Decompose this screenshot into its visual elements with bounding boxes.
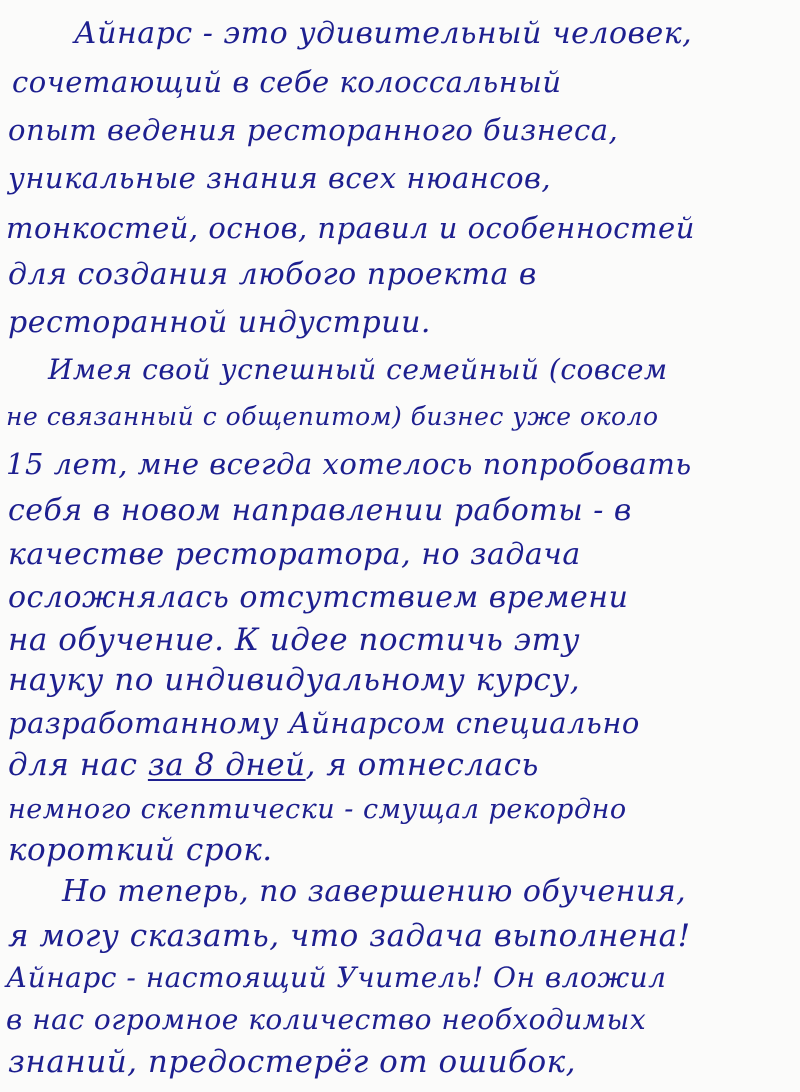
text-line-20: Но теперь, по завершению обучения, — [62, 874, 687, 909]
text-line-6: для создания любого проекта в — [8, 257, 537, 292]
text-line-13: осложнялась отсутствием времени — [8, 580, 629, 615]
text-line-8: Имея свой успешный семейный (совсем — [48, 353, 668, 386]
text-line-2: сочетающий в себе колоссальный — [12, 65, 562, 99]
text-line-16: разработанному Айнарсом специально — [8, 706, 640, 740]
text-line-19: короткий срок. — [8, 832, 273, 868]
text-line-18: немного скептически - смущал рекордно — [8, 794, 627, 825]
text-line-7: ресторанной индустрии. — [8, 305, 431, 340]
text-line-10: 15 лет, мне всегда хотелось попробовать — [6, 447, 692, 481]
text-line-4: уникальные знания всех нюансов, — [8, 161, 552, 195]
text-line-21: я могу сказать, что задача выполнена! — [8, 918, 691, 954]
text-line-24: знаний, предостерёг от ошибок, — [8, 1044, 577, 1080]
text-line-9: не связанный с общепитом) бизнес уже около — [6, 402, 659, 431]
text-line-17 — [8, 745, 539, 785]
text-line-1: Айнарс - это удивительный человек, — [74, 16, 693, 51]
text-line-12: качестве ресторатора, но задача — [8, 537, 581, 572]
underlined-phrase: за 8 дней — [147, 747, 306, 783]
text-line-22: Айнарс - настоящий Учитель! Он вложил — [6, 961, 667, 994]
text-line-14: на обучение. К идее постичь эту — [8, 622, 581, 658]
text-line-17-start: для нас — [8, 747, 148, 783]
text-line-15: науку по индивидуальному курсу, — [8, 662, 581, 698]
text-line-3: опыт ведения ресторанного бизнеса, — [8, 113, 619, 147]
text-line-11: себя в новом направлении работы - в — [8, 493, 632, 528]
text-line-17-end: , я отнеслась — [305, 747, 539, 783]
text-line-5: тонкостей, основ, правил и особенностей — [6, 211, 695, 245]
text-line-23: в нас огромное количество необходимых — [6, 1003, 647, 1036]
